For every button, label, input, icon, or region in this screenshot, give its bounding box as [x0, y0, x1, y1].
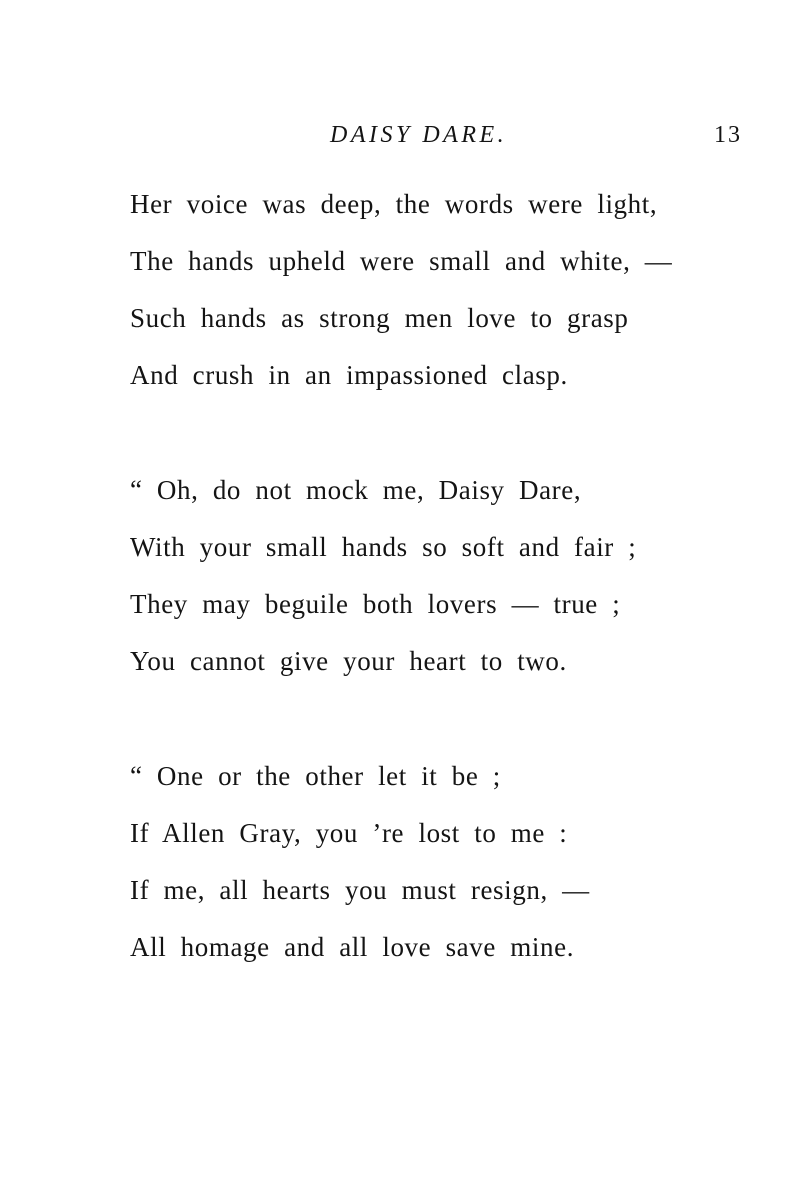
verse-line: All homage and all love save mine. [130, 932, 575, 962]
verse-line: “ One or the other let it be ; [130, 761, 501, 791]
verse-line: The hands upheld were small and white, — [130, 246, 673, 276]
verse-line: If Allen Gray, you ’re lost to me : [130, 818, 568, 848]
running-title: DAISY DARE. [330, 122, 508, 148]
verse-line: If me, all hearts you must resign, — [130, 875, 590, 905]
verse-line: With your small hands so soft and fair ; [130, 532, 637, 562]
verse-line: They may beguile both lovers — true ; [130, 589, 621, 619]
verse-line: You cannot give your heart to two. [130, 646, 567, 676]
page-number: 13 [714, 122, 742, 148]
verse-line: Such hands as strong men love to grasp [130, 303, 629, 333]
verse-line: And crush in an impassioned clasp. [130, 360, 568, 390]
running-head [0, 122, 800, 158]
verse-line: “ Oh, do not mock me, Daisy Dare, [130, 475, 582, 505]
verse-line: Her voice was deep, the words were light, [130, 189, 658, 219]
